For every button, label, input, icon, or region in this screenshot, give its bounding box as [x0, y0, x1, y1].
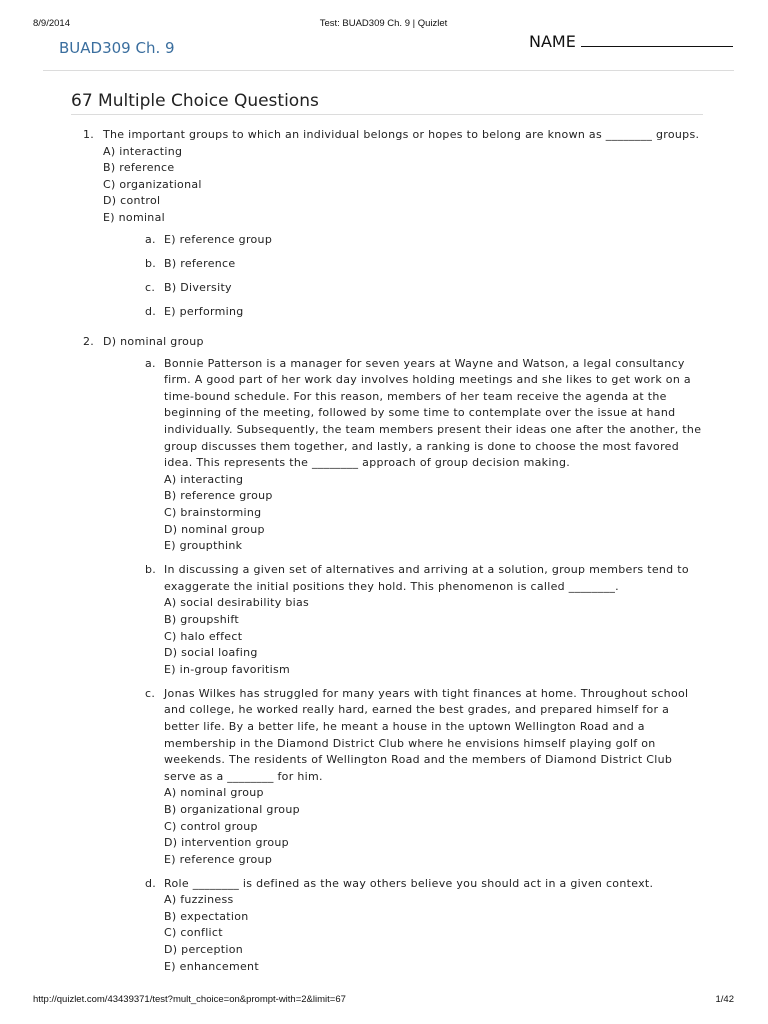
choice-text: E) reference group [164, 232, 273, 246]
choice-text: B) reference [164, 256, 236, 270]
choice-text: E) performing [164, 304, 244, 318]
choice-letter: b. [145, 256, 157, 270]
choice-option: E) groupthink [164, 539, 243, 553]
choice-letter: c. [145, 686, 156, 700]
answer-choices [103, 356, 703, 976]
question-1 [71, 127, 703, 320]
prompt-option: D) control [103, 194, 161, 208]
print-page-number: 1/42 [715, 994, 734, 1005]
answer-choice-d[interactable] [145, 876, 703, 976]
question-number: 2. [83, 335, 95, 349]
answer-choice-d[interactable] [145, 304, 703, 321]
choice-option: C) control group [164, 819, 258, 833]
prompt-option: A) interacting [103, 144, 183, 158]
choice-text: Role ________ is defined as the way others believe you should act in a given context. [164, 876, 654, 890]
choice-letter: d. [145, 876, 157, 890]
prompt-option: C) organizational [103, 177, 202, 191]
choice-option: A) nominal group [164, 786, 264, 800]
answer-choices [103, 232, 703, 321]
question-prompt: The important groups to which an individual belongs or hopes to belong are known as ________ groups. [103, 128, 700, 141]
print-page-title: Test: BUAD309 Ch. 9 | Quizlet [319, 18, 448, 29]
choice-option: E) enhancement [164, 959, 259, 973]
choice-option: C) halo effect [164, 629, 243, 643]
choice-option: A) social desirability bias [164, 596, 310, 610]
name-label: NAME [529, 32, 576, 51]
choice-letter: a. [145, 356, 156, 370]
answer-choice-b[interactable] [145, 256, 703, 273]
choice-option: D) nominal group [164, 522, 265, 536]
choice-text: In discussing a given set of alternatives and arriving at a solution, group members tend to exaggerate the initial positions they hold. This phenomenon is called ________. [164, 563, 689, 593]
set-title[interactable]: BUAD309 Ch. 9 [59, 39, 175, 57]
choice-option: B) organizational group [164, 802, 300, 816]
question-prompt: D) nominal group [103, 335, 204, 349]
choice-option: C) brainstorming [164, 506, 262, 520]
section-title: 67 Multiple Choice Questions [71, 91, 319, 111]
print-footer [33, 994, 734, 1006]
choice-option: B) expectation [164, 909, 249, 923]
name-field [529, 32, 733, 51]
choice-option: A) fuzziness [164, 893, 234, 907]
choice-text: Jonas Wilkes has struggled for many years with tight finances at home. Throughout school and college, he worked really hard, earned the best grades, and prepared himself for a better life. By a better life, he meant a house in the uptown Wellington Road and a membership in the Diamond District Club where he envisions himself playing golf on weekends. The residents of Wellington Road and the members of Diamond District Club serve as a ________ for him. [164, 686, 689, 783]
choice-option: E) in-group favoritism [164, 662, 291, 676]
answer-choice-c[interactable] [145, 686, 703, 869]
prompt-option: E) nominal [103, 210, 165, 224]
answer-choice-b[interactable] [145, 562, 703, 678]
question-list [71, 127, 703, 985]
choice-option: B) reference group [164, 489, 273, 503]
answer-choice-a[interactable] [145, 356, 703, 555]
choice-option: D) social loafing [164, 646, 258, 660]
section-header [71, 90, 703, 115]
set-header [43, 28, 734, 71]
choice-option: D) perception [164, 943, 244, 957]
question-2 [71, 334, 703, 975]
print-date: 8/9/2014 [33, 18, 70, 29]
choice-letter: d. [145, 304, 157, 318]
question-number: 1. [83, 128, 95, 141]
choice-letter: c. [145, 280, 156, 294]
answer-choice-c[interactable] [145, 280, 703, 297]
choice-option: E) reference group [164, 852, 273, 866]
print-url: http://quizlet.com/43439371/test?mult_choice=on&prompt-with=2&limit=67 [33, 994, 346, 1005]
choice-option: C) conflict [164, 926, 223, 940]
prompt-option: B) reference [103, 161, 175, 175]
choice-text: B) Diversity [164, 280, 232, 294]
name-blank-line [581, 32, 733, 47]
choice-text: Bonnie Patterson is a manager for seven years at Wayne and Watson, a legal consultancy firm. A good part of her work day involves holding meetings and she likes to get work on a time-bound schedule. For this reason, members of her team receive the agenda at the beginning of the meeting, followed by some time to contemplate over the issue at hand individually. Subsequently, the team members present their ideas one after the another, the group discusses them together, and lastly, a ranking is done to choose the most favored idea. This represents the ________ approach of group decision making. [164, 356, 702, 470]
answer-choice-a[interactable] [145, 232, 703, 249]
choice-option: B) groupshift [164, 613, 239, 626]
choice-option: D) intervention group [164, 836, 289, 850]
choice-letter: a. [145, 232, 156, 246]
choice-letter: b. [145, 563, 157, 577]
choice-option: A) interacting [164, 472, 244, 486]
